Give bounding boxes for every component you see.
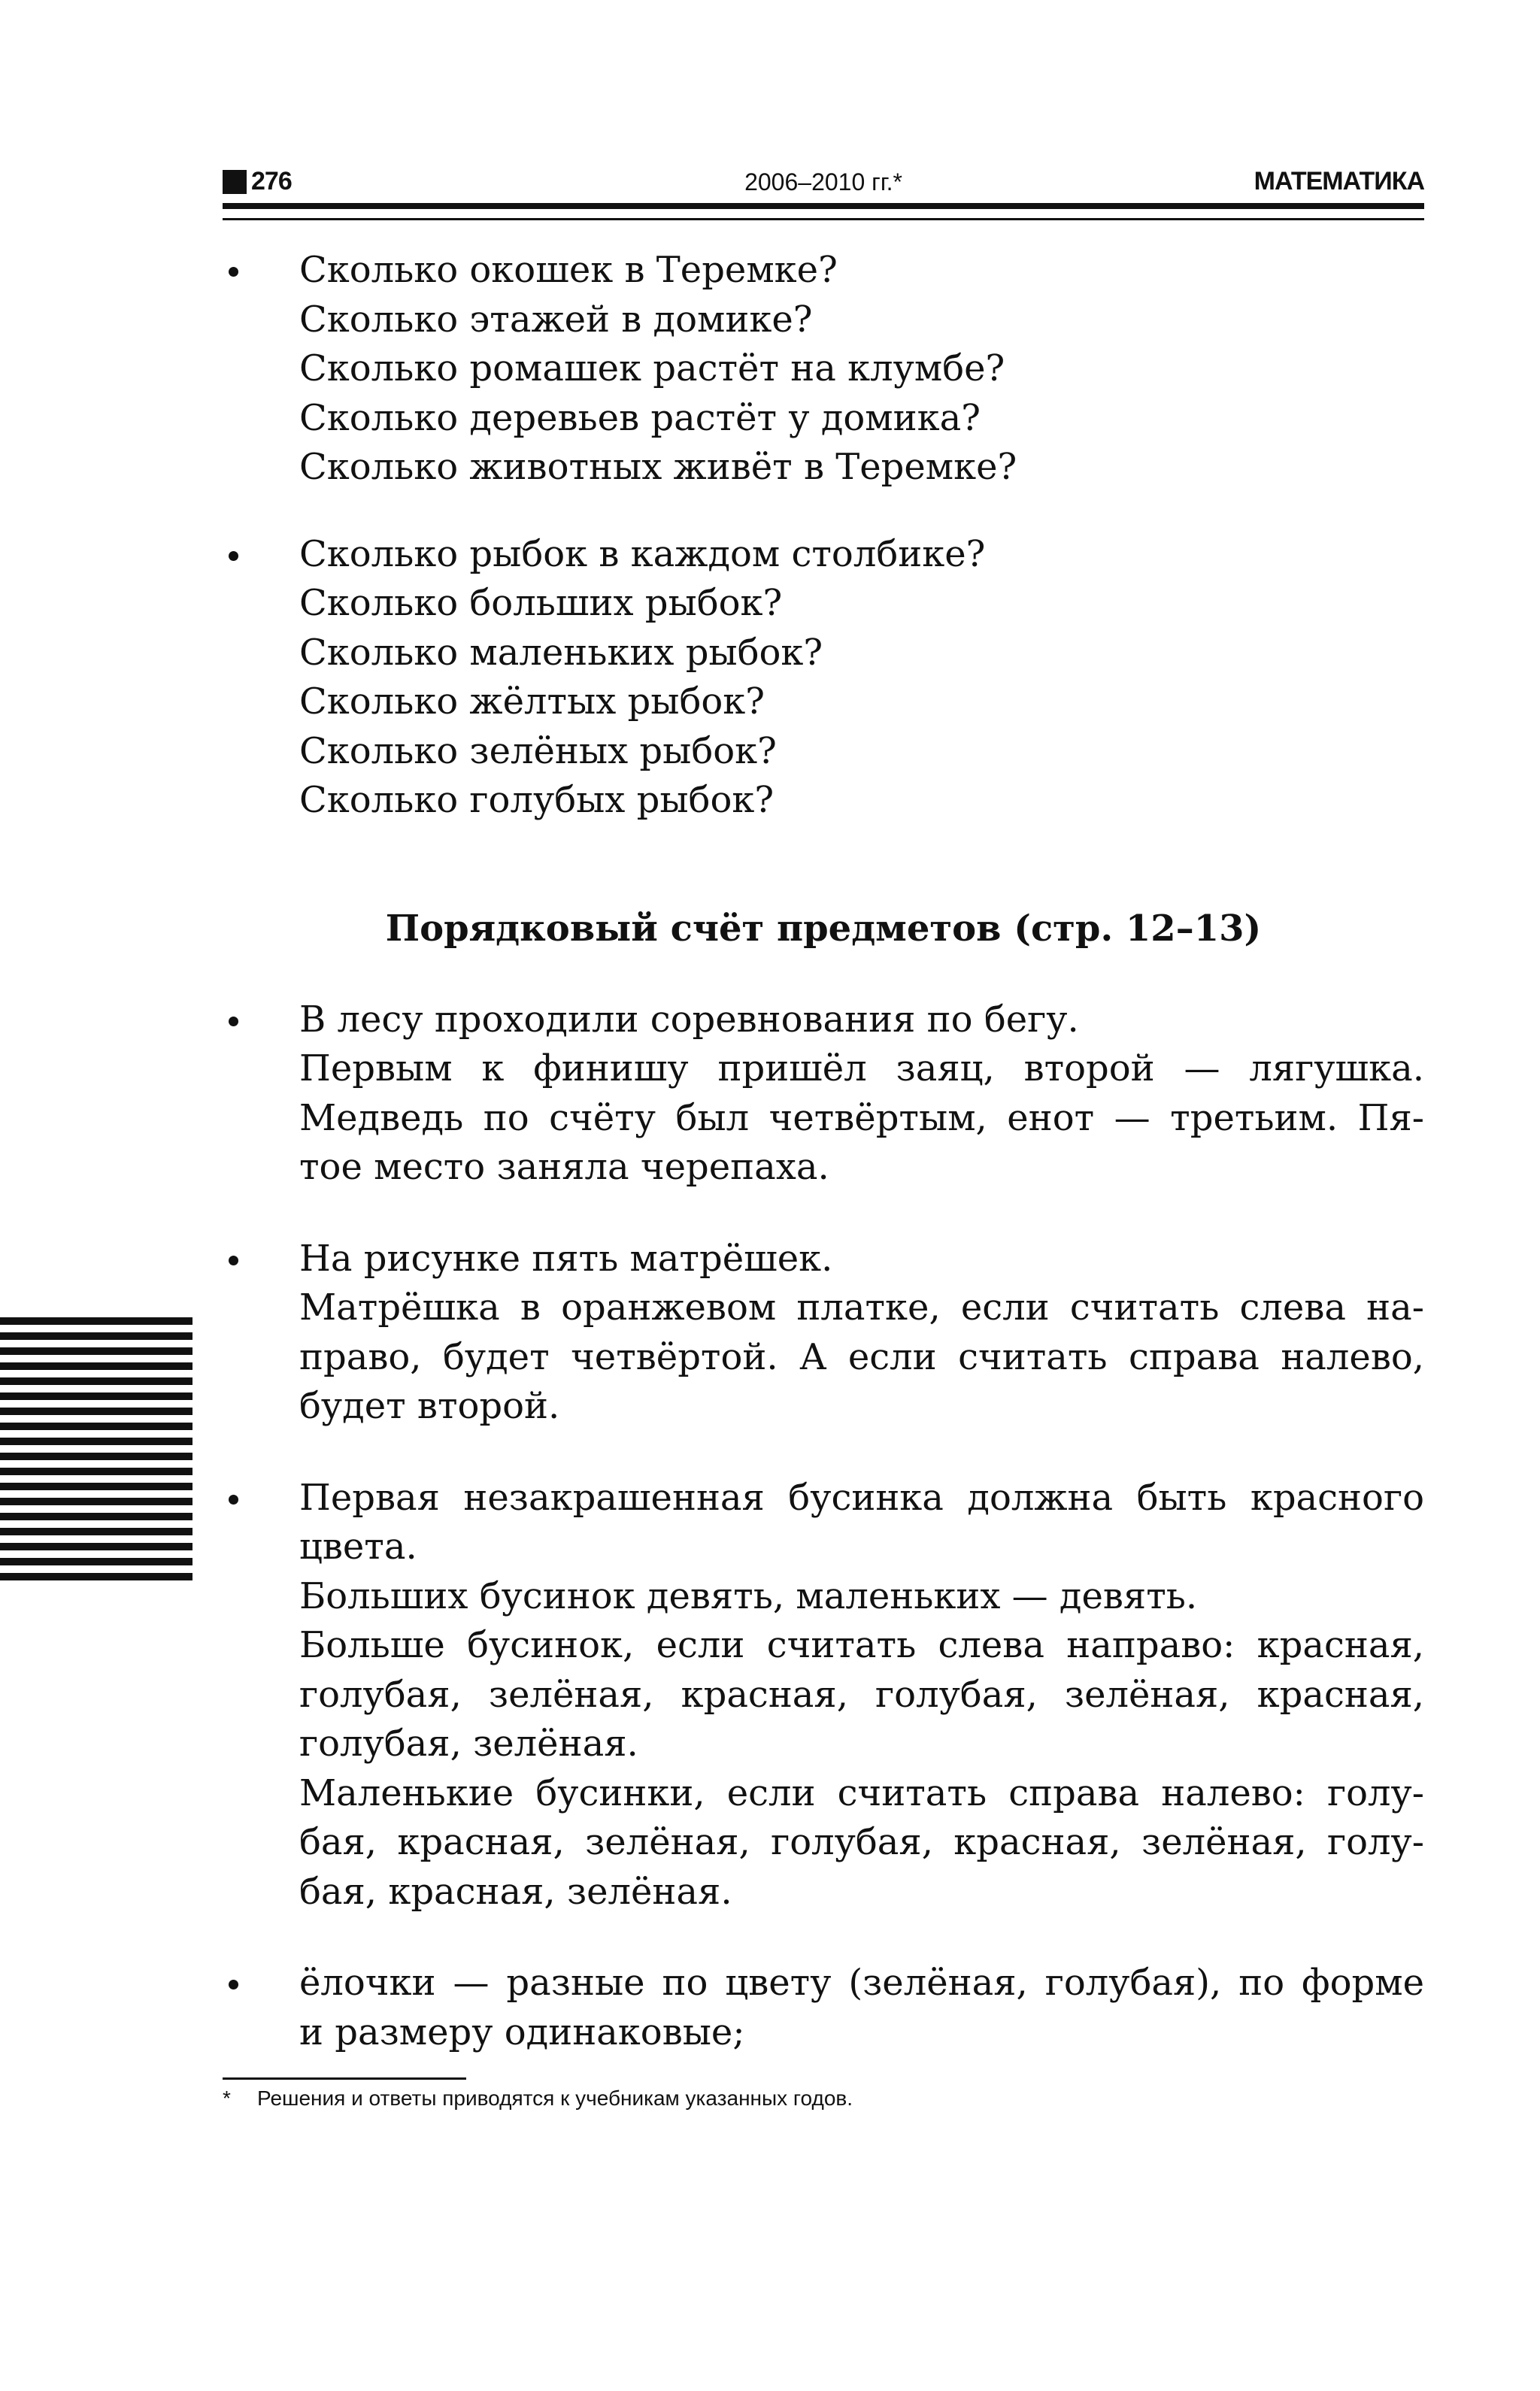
text-line: тое место заняла черепаха.	[299, 1146, 829, 1188]
page-number: 276	[251, 167, 292, 195]
text-line: Сколько животных живёт в Теремке?	[299, 446, 1017, 488]
footnote-text: Решения и ответы приводятся к учебникам указанных годов.	[257, 2086, 853, 2110]
text-line: Медведь по счёту был четвёртым, енот — третьим. Пя-	[299, 1096, 1424, 1139]
list-item	[223, 1474, 1424, 1917]
text-line: Больших бусинок девять, маленьких — девять.	[299, 1574, 1198, 1617]
footnote-rule	[223, 2077, 466, 2080]
footnote	[223, 2086, 853, 2111]
text-line: В лесу проходили соревнования по бегу.	[299, 998, 1079, 1041]
text-line: право, будет четвёртой. А если считать справа налево,	[299, 1335, 1424, 1378]
text-line: Первая незакрашенная бусинка должна быть красного	[299, 1476, 1424, 1519]
footnote-marker: *	[223, 2086, 231, 2110]
text-line: Сколько голубых рыбок?	[299, 779, 775, 821]
header-rule-thin	[223, 218, 1424, 220]
margin-stripes	[0, 1317, 192, 1582]
list-item	[223, 530, 1424, 826]
header-years: 2006–2010 гг.*	[744, 168, 902, 195]
list-item	[223, 995, 1424, 1192]
text-line: бая, красная, зелёная.	[299, 1870, 732, 1913]
list-item	[223, 1959, 1424, 2057]
page-body	[223, 246, 1424, 2057]
section-title: Порядковый счёт предметов (стр. 12–13)	[385, 907, 1262, 950]
header-subject: МАТЕМАТИКА	[1254, 167, 1424, 195]
header-rule-thick	[223, 203, 1424, 209]
list-item	[223, 1235, 1424, 1432]
text-line: Сколько этажей в домике?	[299, 298, 813, 341]
text-line: Сколько больших рыбок?	[299, 582, 783, 624]
text-line: Матрёшка в оранжевом платке, если считать слева на-	[299, 1286, 1424, 1329]
text-line: Первым к финишу пришёл заяц, второй — лягушка.	[299, 1047, 1424, 1089]
text-line: Сколько ромашек растёт на клумбе?	[299, 347, 1005, 389]
text-line: На рисунке пять матрёшек.	[299, 1237, 833, 1280]
text-line: Сколько окошек в Теремке?	[299, 249, 838, 291]
text-line: Сколько зелёных рыбок?	[299, 729, 777, 772]
text-line: цвета.	[299, 1526, 417, 1568]
list-item	[223, 246, 1424, 492]
text-line: Маленькие бусинки, если считать справа налево: голу-	[299, 1771, 1424, 1814]
text-line: бая, красная, зелёная, голубая, красная, зелёная, голу-	[299, 1821, 1424, 1863]
running-header	[223, 167, 1424, 194]
text-line: голубая, зелёная, красная, голубая, зелёная, красная,	[299, 1673, 1424, 1716]
text-line: Больше бусинок, если считать слева направо: красная,	[299, 1624, 1424, 1666]
text-line: Сколько рыбок в каждом столбике?	[299, 532, 986, 575]
text-line: будет второй.	[299, 1385, 560, 1427]
text-line: Сколько деревьев растёт у домика?	[299, 396, 981, 439]
text-line: голубая, зелёная.	[299, 1723, 638, 1765]
text-line: Сколько жёлтых рыбок?	[299, 680, 765, 723]
text-line: и размеру одинаковые;	[299, 2011, 745, 2053]
text-line: Сколько маленьких рыбок?	[299, 631, 823, 674]
text-line: ёлочки — разные по цвету (зелёная, голубая), по форме	[299, 1962, 1424, 2004]
